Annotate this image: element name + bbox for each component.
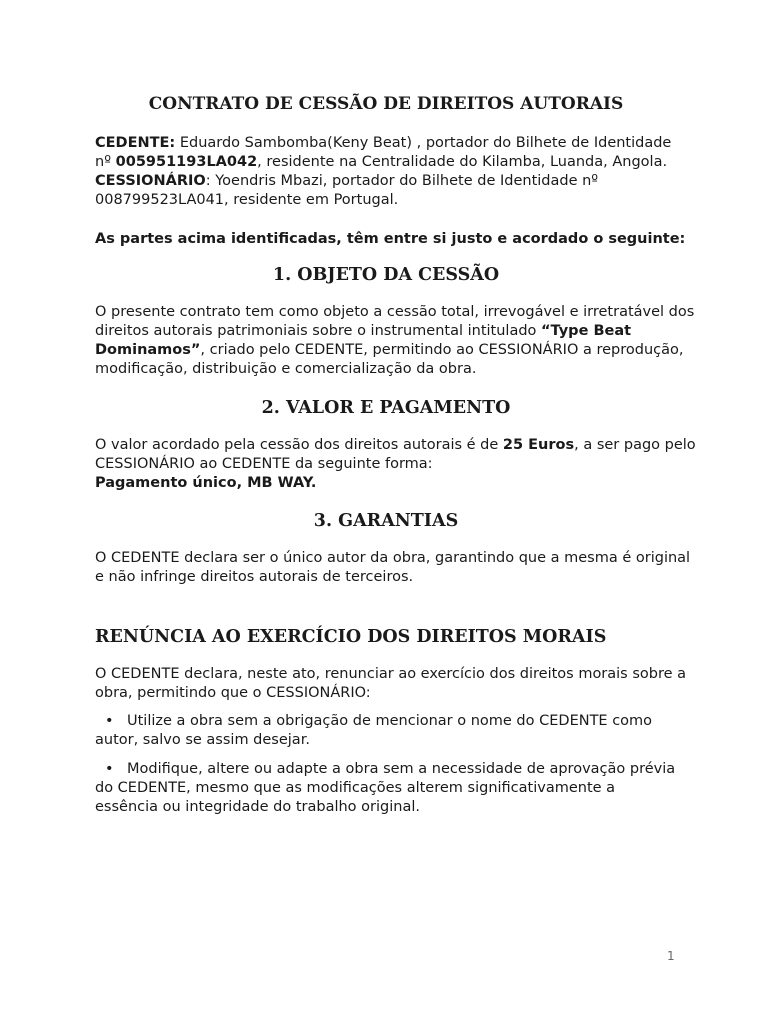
objeto-line-1: O presente contrato tem como objeto a cessão total, irrevogável e irretratável dos bbox=[95, 304, 695, 320]
work-title-a: “Type Beat bbox=[541, 323, 632, 339]
bullet-1-line-2: autor, salvo se assim desejar. bbox=[95, 732, 310, 748]
bullet-2-text-1: Modifique, altere ou adapte a obra sem a necessidade de aprovação prévia bbox=[127, 761, 676, 777]
cedente-label: CEDENTE: bbox=[95, 135, 176, 151]
cedente-line-1 bbox=[95, 134, 677, 153]
valor-line-2: CESSIONÁRIO ao CEDENTE da seguinte forma: bbox=[95, 456, 433, 472]
bullet-2-line-3: essência ou integridade do trabalho original. bbox=[95, 799, 420, 815]
page-number: 1 bbox=[667, 949, 675, 963]
list-item bbox=[95, 760, 677, 817]
payment-method: Pagamento único, MB WAY. bbox=[95, 475, 317, 491]
renuncia-line-2: obra, permitindo que o CESSIONÁRIO: bbox=[95, 685, 371, 701]
section-heading-garantias: 3. GARANTIAS bbox=[313, 511, 459, 531]
section-objeto-body bbox=[95, 303, 695, 379]
valor-line-1 bbox=[95, 436, 696, 455]
section-garantias-body bbox=[95, 549, 691, 587]
cedente-text: Eduardo Sambomba(Keny Beat) , portador do Bilhete de Identidade bbox=[175, 135, 672, 151]
objeto-line-3 bbox=[95, 341, 684, 360]
garantias-line-2: e não infringe direitos autorais de terceiros. bbox=[95, 569, 414, 585]
bullet-2-line-2: do CEDENTE, mesmo que as modificações alterem significativamente a bbox=[95, 780, 616, 796]
valor-text-a: O valor acordado pela cessão dos direitos autorais é de bbox=[95, 437, 503, 453]
bullet-1-line-1 bbox=[95, 712, 677, 731]
cessionario-line-2: 008799523LA041, residente em Portugal. bbox=[95, 192, 399, 208]
section-valor-body bbox=[95, 436, 696, 493]
parties-block bbox=[95, 134, 677, 210]
cedente-line-2 bbox=[95, 153, 677, 172]
work-title-b: Dominamos” bbox=[95, 342, 201, 358]
section-heading-renuncia: RENÚNCIA AO EXERCÍCIO DOS DIREITOS MORAIS bbox=[95, 627, 607, 647]
document-title: CONTRATO DE CESSÃO DE DIREITOS AUTORAIS bbox=[148, 94, 624, 114]
cedente-residence: , residente na Centralidade do Kilamba, Luanda, Angola. bbox=[257, 154, 668, 170]
section-renuncia-body bbox=[95, 665, 687, 703]
bullet-marker: • bbox=[105, 713, 114, 729]
bullet-2-line-1 bbox=[95, 760, 677, 779]
objeto-line-4: modificação, distribuição e comercialização da obra. bbox=[95, 361, 477, 377]
section-heading-objeto: 1. OBJETO DA CESSÃO bbox=[272, 265, 500, 285]
cessionario-label: CESSIONÁRIO bbox=[95, 173, 206, 189]
garantias-line-1: O CEDENTE declara ser o único autor da obra, garantindo que a mesma é original bbox=[95, 550, 691, 566]
section-heading-valor: 2. VALOR E PAGAMENTO bbox=[261, 398, 511, 418]
bullet-marker: • bbox=[105, 761, 114, 777]
cedente-id-prefix: nº bbox=[95, 154, 116, 170]
cessionario-text: : Yoendris Mbazi, portador do Bilhete de Identidade nº bbox=[205, 173, 599, 189]
objeto-line-2 bbox=[95, 322, 677, 341]
intro-statement: As partes acima identificadas, têm entre si justo e acordado o seguinte: bbox=[95, 231, 686, 247]
valor-text-b: , a ser pago pelo bbox=[574, 437, 696, 453]
objeto-text-c: , criado pelo CEDENTE, permitindo ao CESSIONÁRIO a reprodução, bbox=[200, 342, 684, 358]
renuncia-line-1: O CEDENTE declara, neste ato, renunciar ao exercício dos direitos morais sobre a bbox=[95, 666, 687, 682]
amount-value: 25 Euros bbox=[502, 437, 575, 453]
objeto-text-b: direitos autorais patrimoniais sobre o instrumental intitulado bbox=[95, 323, 542, 339]
bullet-1-text-1: Utilize a obra sem a obrigação de mencionar o nome do CEDENTE como bbox=[127, 713, 653, 729]
cessionario-line-1 bbox=[95, 172, 677, 191]
list-item bbox=[95, 712, 677, 750]
cedente-id: 005951193LA042 bbox=[115, 154, 258, 170]
